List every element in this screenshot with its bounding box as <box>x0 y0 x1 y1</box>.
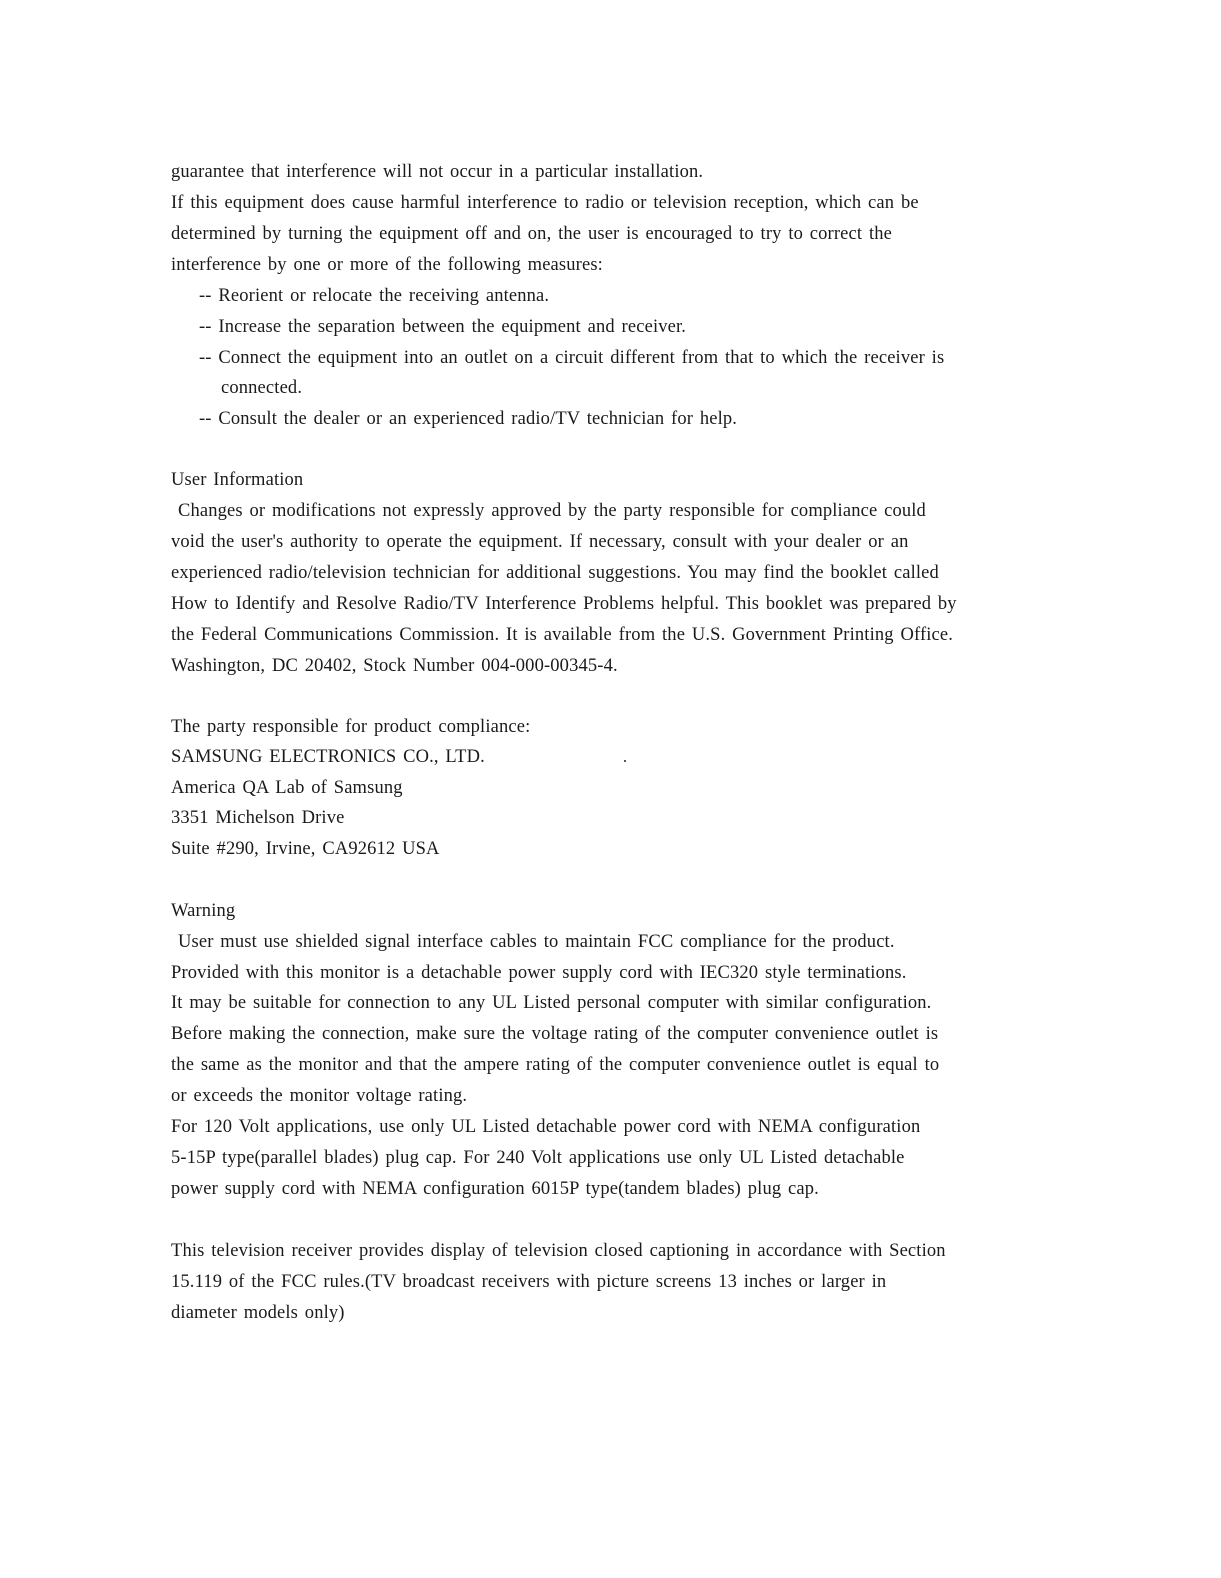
intro-line: determined by turning the equipment off and on, the user is encouraged to try to correct the <box>171 224 893 244</box>
warning-line: the same as the monitor and that the ampere rating of the computer convenience outlet is equal to <box>171 1055 940 1075</box>
warning-line: power supply cord with NEMA configuration 6015P type(tandem blades) plug cap. <box>171 1179 819 1199</box>
captioning-line: diameter models only) <box>171 1303 345 1323</box>
measure-item: -- Increase the separation between the equipment and receiver. <box>199 317 687 337</box>
user-information-line: Washington, DC 20402, Stock Number 004-000-00345-4. <box>171 656 618 676</box>
warning-line: Before making the connection, make sure the voltage rating of the computer convenience outlet is <box>171 1024 939 1044</box>
company-name: SAMSUNG ELECTRONICS CO., LTD. <box>171 747 485 767</box>
measure-item: -- Reorient or relocate the receiving antenna. <box>199 286 550 306</box>
measure-item: -- Consult the dealer or an experienced radio/TV technician for help. <box>199 409 738 429</box>
intro-line: guarantee that interference will not occur in a particular installation. <box>171 162 704 182</box>
intro-line: If this equipment does cause harmful interference to radio or television reception, which can be <box>171 193 919 213</box>
warning-line: or exceeds the monitor voltage rating. <box>171 1086 468 1106</box>
warning-line: User must use shielded signal interface cables to maintain FCC compliance for the product. <box>178 932 895 952</box>
warning-line: 5-15P type(parallel blades) plug cap. For 240 Volt applications use only UL Listed detachable <box>171 1148 905 1168</box>
city-address: Suite #290, Irvine, CA92612 USA <box>171 839 440 859</box>
measure-item-continuation: connected. <box>221 378 303 398</box>
warning-line: Provided with this monitor is a detachable power supply cord with IEC320 style terminations. <box>171 963 907 983</box>
captioning-line: This television receiver provides display of television closed captioning in accordance with Section <box>171 1241 946 1261</box>
scan-speck <box>624 760 626 762</box>
warning-heading: Warning <box>171 901 236 921</box>
responsible-party-heading: The party responsible for product compliance: <box>171 717 531 737</box>
user-information-line: Changes or modifications not expressly approved by the party responsible for compliance could <box>178 501 926 521</box>
user-information-heading: User Information <box>171 470 304 490</box>
captioning-line: 15.119 of the FCC rules.(TV broadcast receivers with picture screens 13 inches or larger in <box>171 1272 887 1292</box>
street-address: 3351 Michelson Drive <box>171 808 345 828</box>
intro-line: interference by one or more of the following measures: <box>171 255 603 275</box>
warning-line: It may be suitable for connection to any UL Listed personal computer with similar configuration. <box>171 993 932 1013</box>
user-information-line: the Federal Communications Commission. It is available from the U.S. Government Printing Office. <box>171 625 954 645</box>
user-information-line: experienced radio/television technician for additional suggestions. You may find the booklet called <box>171 563 939 583</box>
lab-name: America QA Lab of Samsung <box>171 778 403 798</box>
measure-item: -- Connect the equipment into an outlet on a circuit different from that to which the receiver is <box>199 348 945 368</box>
warning-line: For 120 Volt applications, use only UL Listed detachable power cord with NEMA configuration <box>171 1117 921 1137</box>
user-information-line: How to Identify and Resolve Radio/TV Interference Problems helpful. This booklet was prepared by <box>171 594 957 614</box>
user-information-line: void the user's authority to operate the equipment. If necessary, consult with your dealer or an <box>171 532 909 552</box>
